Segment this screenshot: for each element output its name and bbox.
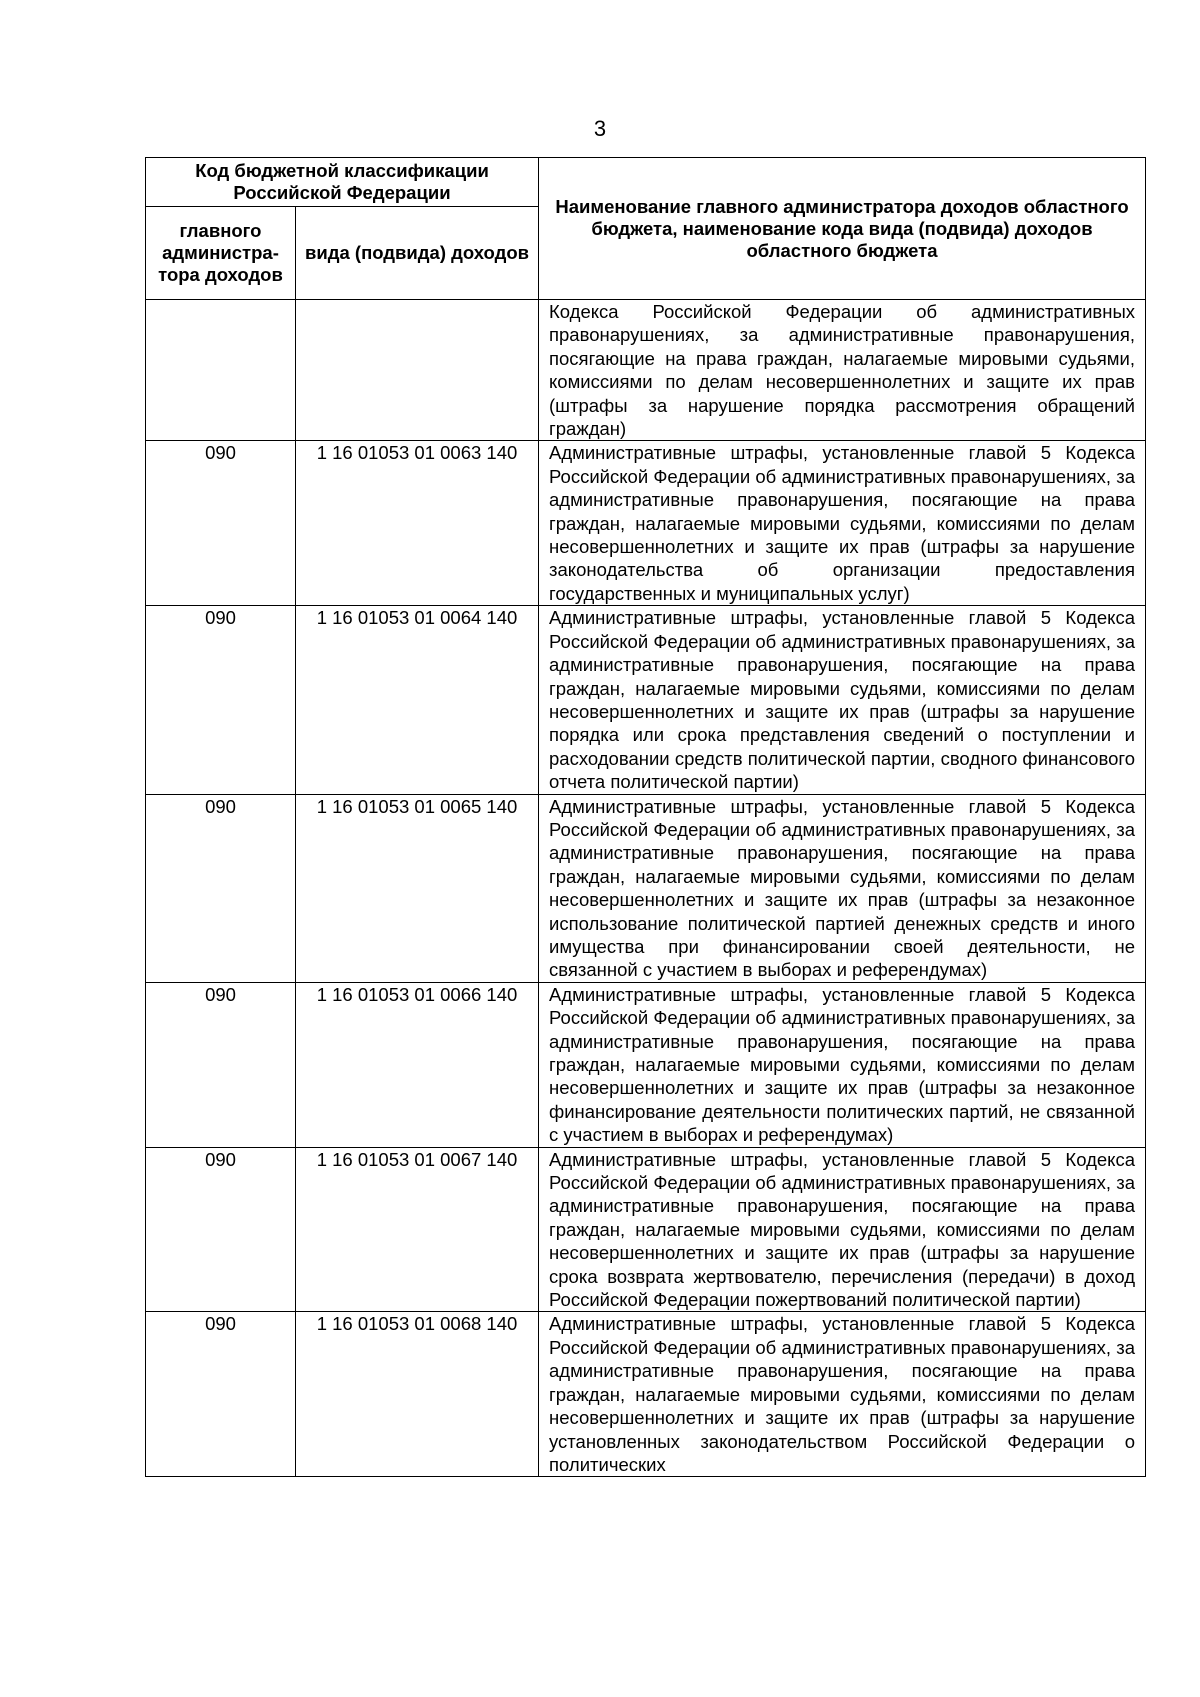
row-admin-code: 090 (146, 441, 296, 606)
table-row (146, 794, 1146, 982)
row-admin-code: 090 (146, 1312, 296, 1477)
row-income-code: 1 16 01053 01 0063 140 (296, 441, 539, 606)
header-code-column: вида (подвида) доходов (296, 207, 539, 300)
income-classification-table (145, 157, 1146, 1477)
table-row (146, 1147, 1146, 1312)
row-admin-code (146, 300, 296, 441)
row-admin-code: 090 (146, 794, 296, 982)
table-row-continuation (146, 300, 1146, 441)
row-description: Административные штрафы, установленные главой 5 Кодекса Российской Федерации об административных правонарушениях, за административные правонарушения, посягающие на права граждан, налагаемые мировыми судьями, комиссиями по делам несовершеннолетних и защите их прав (штрафы за нарушение установленных законодательством Российской Федерации о политических (539, 1312, 1146, 1477)
table-row (146, 982, 1146, 1147)
row-admin-code: 090 (146, 982, 296, 1147)
header-classification-code: Код бюджетной классификации Российской Федерации (146, 158, 539, 207)
row-description: Административные штрафы, установленные главой 5 Кодекса Российской Федерации об административных правонарушениях, за административные правонарушения, посягающие на права граждан, налагаемые мировыми судьями, комиссиями по делам несовершеннолетних и защите их прав (штрафы за незаконное финансирование деятельности политических партий, не связанной с участием в выборах и референдумах) (539, 982, 1146, 1147)
row-income-code (296, 300, 539, 441)
row-income-code: 1 16 01053 01 0064 140 (296, 606, 539, 794)
table-row (146, 606, 1146, 794)
page-number: 3 (593, 116, 607, 141)
row-description: Административные штрафы, установленные главой 5 Кодекса Российской Федерации об административных правонарушениях, за административные правонарушения, посягающие на права граждан, налагаемые мировыми судьями, комиссиями по делам несовершеннолетних и защите их прав (штрафы за нарушение порядка или срока представления сведений о поступлении и расходовании средств политической партии, сводного финансового отчета политической партии) (539, 606, 1146, 794)
row-income-code: 1 16 01053 01 0067 140 (296, 1147, 539, 1312)
header-admin-column: главного администра-тора доходов (146, 207, 296, 300)
row-description: Кодекса Российской Федерации об административных правонарушениях, за административные правонарушения, посягающие на права граждан, налагаемые мировыми судьями, комиссиями по делам несовершеннолетних и защите их прав (штрафы за нарушение порядка рассмотрения обращений граждан) (539, 300, 1146, 441)
row-description: Административные штрафы, установленные главой 5 Кодекса Российской Федерации об административных правонарушениях, за административные правонарушения, посягающие на права граждан, налагаемые мировыми судьями, комиссиями по делам несовершеннолетних и защите их прав (штрафы за нарушение срока возврата жертвователю, перечисления (передачи) в доход Российской Федерации пожертвований политической партии) (539, 1147, 1146, 1312)
row-description: Административные штрафы, установленные главой 5 Кодекса Российской Федерации об административных правонарушениях, за административные правонарушения, посягающие на права граждан, налагаемые мировыми судьями, комиссиями по делам несовершеннолетних и защите их прав (штрафы за нарушение законодательства об организации предоставления государственных и муниципальных услуг) (539, 441, 1146, 606)
row-admin-code: 090 (146, 1147, 296, 1312)
header-row-group (146, 158, 1146, 207)
row-income-code: 1 16 01053 01 0068 140 (296, 1312, 539, 1477)
row-admin-code: 090 (146, 606, 296, 794)
row-income-code: 1 16 01053 01 0065 140 (296, 794, 539, 982)
header-name-column: Наименование главного администратора доходов областного бюджета, наименование кода вида (подвида) доходов областного бюджета (539, 158, 1146, 300)
row-income-code: 1 16 01053 01 0066 140 (296, 982, 539, 1147)
row-description: Административные штрафы, установленные главой 5 Кодекса Российской Федерации об административных правонарушениях, за административные правонарушения, посягающие на права граждан, налагаемые мировыми судьями, комиссиями по делам несовершеннолетних и защите их прав (штрафы за незаконное использование политической партией денежных средств и иного имущества при финансировании своей деятельности, не связанной с участием в выборах и референдумах) (539, 794, 1146, 982)
table-row (146, 1312, 1146, 1477)
table-row (146, 441, 1146, 606)
